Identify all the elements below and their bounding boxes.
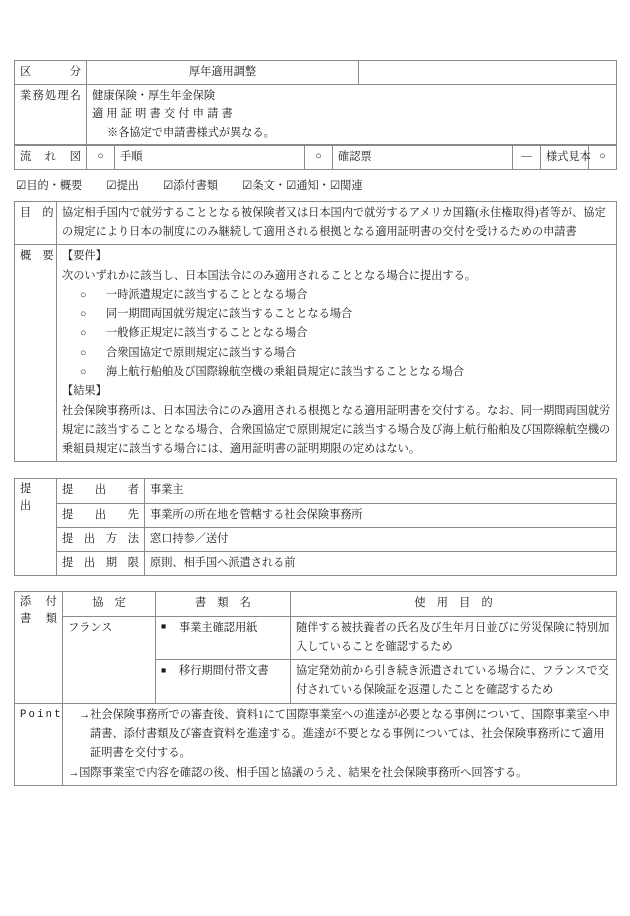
attachment-document-name: 移行期間付帯文書	[179, 665, 269, 678]
submission-row-label: 提出方法	[57, 527, 145, 551]
flow-item-yoshiki: 様式見本	[541, 145, 589, 169]
requirement-text: 一般修正規定に該当することとなる場合	[106, 327, 308, 340]
process-line-1: 健康保険・厚生年金保険	[92, 90, 216, 103]
ring-bullet-icon: ○	[80, 309, 87, 321]
purpose-row	[15, 201, 617, 245]
flow-diagram-table	[14, 145, 617, 170]
submission-row-label: 提出期限	[57, 552, 145, 576]
point-row	[15, 703, 617, 785]
requirement-item	[62, 305, 611, 324]
attachment-document-cell	[156, 616, 291, 660]
section-checkbox-strip	[16, 179, 616, 194]
requirement-text: 合衆国協定で原則規定に該当する場合	[106, 346, 297, 359]
checkbox-icon: ☑	[16, 179, 27, 192]
submission-row-value: 原則、相手国へ派遣される前	[145, 552, 617, 576]
attachment-row-1	[15, 616, 617, 660]
submission-row-deadline	[15, 552, 617, 576]
overview-body	[57, 245, 617, 462]
checkbox-icon: ☑	[106, 179, 117, 192]
column-header-agreement: 協 定	[63, 592, 156, 616]
checkbox-group-joubun[interactable]	[242, 180, 286, 192]
requirement-item	[62, 344, 611, 363]
category-value: 厚年適用調整	[87, 61, 359, 85]
category-extra-cell	[359, 61, 617, 85]
attachment-document-cell	[156, 660, 291, 704]
flow-mark-yoshiki: —	[513, 145, 541, 169]
requirements-intro: 次のいずれかに該当し、日本国法令にのみ適用されることとなる場合に提出する。	[62, 269, 476, 282]
submission-row-destination	[15, 503, 617, 527]
attachments-table	[14, 591, 617, 785]
requirement-text: 同一期間両国就労規定に該当することとなる場合	[106, 308, 353, 321]
checkbox-icon: ☑	[242, 179, 253, 192]
ring-bullet-icon: ○	[80, 328, 87, 340]
flow-mark-tejun: ○	[87, 145, 115, 169]
submission-row-label: 提 出 者	[57, 479, 145, 503]
purpose-text: 協定相手国内で就労することとなる被保険者又は日本国内で就労するアメリカ国籍(永住権取得)者等が、協定の規定により日本の制度にのみ継続して適用される根拠となる適用証明書の交付を受けるための申請書	[57, 201, 617, 245]
submission-row-person	[15, 479, 617, 503]
checkbox-group-tsuchi[interactable]	[286, 180, 330, 192]
point-item: →国際事業室で内容を確認の後、相手国と協議のうえ、結果を社会保険事務所へ回答する。	[68, 766, 528, 779]
checkbox-label: 提出	[116, 179, 139, 192]
submission-table	[14, 478, 617, 576]
result-text: 社会保険事務所は、日本国法令にのみ適用される根拠となる適用証明書を交付する。なお、同一期間両国就労規定に該当することとなる場合、合衆国協定で原則規定に該当する場合及び海上航行船舶及び国際線航空機の乗組員規定に該当する場合には、適用証明書の証明期限の定めはない。	[62, 404, 611, 456]
checkbox-icon: ☑	[329, 179, 341, 192]
category-label: 区 分	[15, 61, 87, 85]
requirement-item	[62, 286, 611, 305]
submission-row-method	[15, 527, 617, 551]
attachment-document-name: 事業主確認用紙	[179, 621, 258, 634]
column-header-document: 書 類 名	[156, 592, 291, 616]
checkbox-label: 添付書類	[173, 179, 219, 192]
purpose-label: 目 的	[15, 201, 57, 245]
process-label: 業務処理名	[15, 85, 87, 144]
flow-row	[15, 145, 617, 169]
submission-label: 提 出	[15, 479, 57, 576]
checkbox-icon: ☑	[162, 179, 174, 192]
requirement-text: 一時派遣規定に該当することとなる場合	[106, 288, 308, 301]
flow-mark-trailing: ○	[589, 145, 617, 169]
checkbox-label: 関連	[340, 179, 363, 192]
submission-row-value: 事業主	[145, 479, 617, 503]
spacer	[14, 576, 616, 591]
requirement-item	[62, 363, 611, 382]
ring-bullet-icon: ○	[80, 367, 87, 379]
checkbox-group-teishutsu[interactable]	[106, 180, 139, 192]
spacer	[14, 462, 616, 478]
attachments-header-row	[15, 592, 617, 616]
requirements-heading: 【要件】	[62, 250, 107, 263]
checkbox-label: 条文・	[252, 179, 286, 192]
point-label: Point	[15, 703, 63, 785]
submission-row-label: 提 出 先	[57, 503, 145, 527]
flow-item-tejun: 手順	[115, 145, 305, 169]
overview-label: 概 要	[15, 245, 57, 462]
attachments-label: 添 付 書 類	[15, 592, 63, 703]
submission-row-value: 事業所の所在地を管轄する社会保険事務所	[145, 503, 617, 527]
requirement-text: 海上航行船舶及び国際線航空機の乗組員規定に該当することとなる場合	[106, 366, 465, 379]
header-table	[14, 60, 617, 145]
column-header-purpose: 使 用 目 的	[291, 592, 617, 616]
requirement-item	[62, 324, 611, 343]
process-note: ※各協定で申請書様式が異なる。	[107, 126, 275, 139]
attachment-purpose: 協定発効前から引き続き派遣されている場合に、フランスで交付されている保険証を返還したことを確認するため	[291, 660, 617, 704]
checkbox-label: 目的・概要	[26, 179, 83, 192]
ring-bullet-icon: ○	[80, 289, 87, 301]
process-value-cell	[87, 85, 617, 144]
overview-row	[15, 245, 617, 462]
category-row	[15, 61, 617, 85]
flow-label: 流 れ 図	[15, 145, 87, 169]
checkbox-group-mokuteki[interactable]	[16, 180, 82, 192]
checkbox-group-kanren[interactable]	[330, 180, 363, 192]
attachment-purpose: 随伴する被扶養者の氏名及び生年月日並びに労災保険に特別加入していることを確認するため	[291, 616, 617, 660]
flow-mark-kakuninhyo: ○	[305, 145, 333, 169]
point-body	[63, 703, 617, 785]
purpose-overview-table	[14, 201, 617, 462]
point-item: →社会保険事務所での審査後、資料1にて国際事業室への進達が必要となる事例について、国際事業室へ申請書、添付書類及び審査資料を進達する。進達が不要となる事例については、社会保険事務所にて適用証明書を交付する。	[79, 708, 610, 760]
attachment-agreement: フランス	[63, 616, 156, 703]
requirements-list	[62, 286, 611, 382]
square-bullet-icon: ■	[161, 664, 167, 675]
process-line-2: 適用証明書交付申請書	[92, 108, 236, 121]
ring-bullet-icon: ○	[80, 347, 87, 359]
submission-row-value: 窓口持参／送付	[145, 527, 617, 551]
checkbox-label: 通知・	[296, 179, 330, 192]
flow-item-kakuninhyo: 確認票	[333, 145, 513, 169]
checkbox-group-tenpushorui[interactable]	[163, 180, 218, 192]
square-bullet-icon: ■	[161, 621, 167, 632]
checkbox-icon: ☑	[285, 179, 297, 192]
process-row	[15, 85, 617, 144]
result-heading: 【結果】	[62, 385, 107, 398]
